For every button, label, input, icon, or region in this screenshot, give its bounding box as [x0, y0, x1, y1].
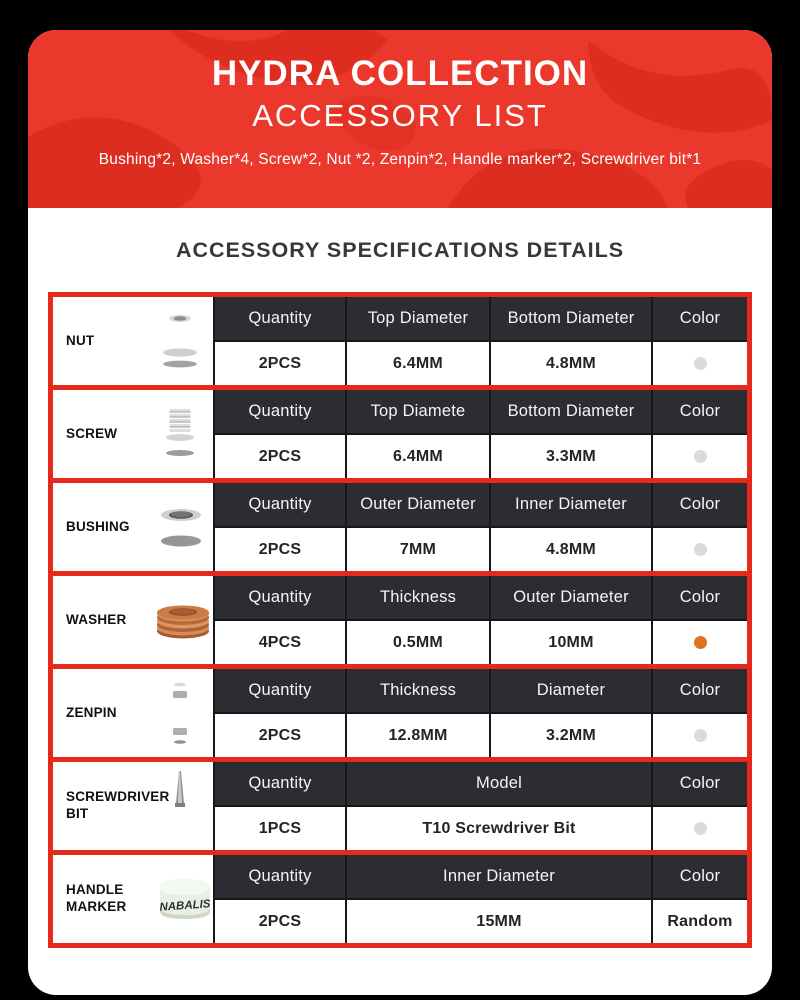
spec-column-header: Outer Diameter — [491, 576, 651, 619]
spec-column-header: Color — [653, 297, 747, 340]
spec-data-grid — [213, 855, 747, 943]
spec-column-header: Color — [653, 483, 747, 526]
spec-column-header: Color — [653, 390, 747, 433]
spec-value-cell: 2PCS — [215, 714, 345, 757]
spec-value-cell: 2PCS — [215, 900, 345, 943]
red-header-banner — [28, 30, 772, 208]
spec-row-screw — [53, 390, 747, 478]
spec-column-header: Top Diamete — [347, 390, 489, 433]
item-name-label: BUSHING — [66, 518, 130, 534]
spec-value-cell: 1PCS — [215, 807, 345, 850]
color-value-cell — [653, 807, 747, 850]
spec-column-header: Quantity — [215, 855, 345, 898]
spec-value-cell: 3.2MM — [491, 714, 651, 757]
spec-column-header: Quantity — [215, 669, 345, 712]
spec-value-cell: 7MM — [347, 528, 489, 571]
spec-column-header: Outer Diameter — [347, 483, 489, 526]
item-name-label: WASHER — [66, 611, 127, 627]
item-label-cell — [53, 762, 213, 850]
spec-value-cell: 3.3MM — [491, 435, 651, 478]
zenpin-image — [152, 681, 213, 745]
spec-value-cell: 10MM — [491, 621, 651, 664]
collection-title: HYDRA COLLECTION — [211, 54, 589, 93]
spec-column-header: Color — [653, 855, 747, 898]
spec-column-header: Top Diameter — [347, 297, 489, 340]
color-dot — [694, 450, 707, 463]
spec-column-header: Bottom Diameter — [491, 390, 651, 433]
spec-value-cell: 2PCS — [215, 435, 345, 478]
spec-value-cell: 6.4MM — [347, 342, 489, 385]
spec-column-header: Quantity — [215, 762, 345, 805]
item-label-cell — [53, 483, 213, 571]
color-dot — [694, 543, 707, 556]
item-name-label: HANDLE MARKER — [66, 882, 127, 914]
spec-column-header: Quantity — [215, 390, 345, 433]
item-label-cell — [53, 855, 213, 943]
screwdriver-bit-image — [152, 769, 213, 843]
washer-image — [152, 600, 220, 640]
spec-column-header: Color — [653, 669, 747, 712]
spec-value-cell: 4.8MM — [491, 528, 651, 571]
bushing-image — [152, 505, 216, 549]
spec-data-grid — [213, 390, 747, 478]
spec-column-header: Quantity — [215, 483, 345, 526]
spec-data-grid — [213, 297, 747, 385]
item-label-cell — [53, 390, 213, 478]
spec-column-header: Thickness — [347, 576, 489, 619]
color-value-cell — [653, 342, 747, 385]
spec-value-cell: 4.8MM — [491, 342, 651, 385]
spec-value-cell: 12.8MM — [347, 714, 489, 757]
color-dot — [694, 357, 707, 370]
spec-column-header: Diameter — [491, 669, 651, 712]
section-title: ACCESSORY SPECIFICATIONS DETAILS — [175, 238, 625, 262]
accessory-list-subtitle: ACCESSORY LIST — [252, 98, 548, 133]
color-dot — [694, 822, 707, 835]
item-label-cell — [53, 669, 213, 757]
spec-data-grid — [213, 483, 747, 571]
zenpin-icon — [167, 681, 193, 745]
color-dot — [694, 729, 707, 742]
accessory-spec-table — [48, 292, 752, 948]
color-value-cell — [653, 435, 747, 478]
item-name-label: SCREW — [66, 425, 118, 441]
spec-row-zenpin — [53, 669, 747, 757]
spec-column-header: Thickness — [347, 669, 489, 712]
spec-column-header: Color — [653, 762, 747, 805]
spec-column-header: Quantity — [215, 297, 345, 340]
nut-image — [152, 312, 213, 370]
color-value-cell — [653, 528, 747, 571]
spec-value-cell: 0.5MM — [347, 621, 489, 664]
spec-column-header: Bottom Diameter — [491, 297, 651, 340]
spec-row-handle-marker — [53, 855, 747, 943]
screwdriver-bit-icon — [167, 769, 193, 843]
item-label-cell — [53, 576, 213, 664]
item-label-cell — [53, 297, 213, 385]
spec-value-cell: T10 Screwdriver Bit — [347, 807, 651, 850]
spec-column-header: Inner Diameter — [347, 855, 651, 898]
color-dot — [694, 636, 707, 649]
spec-value-cell: 4PCS — [215, 621, 345, 664]
screw-icon — [154, 403, 206, 465]
spec-column-header: Model — [347, 762, 651, 805]
spec-column-header: Color — [653, 576, 747, 619]
item-name-label: NUT — [66, 332, 95, 348]
spec-value-cell: 2PCS — [215, 528, 345, 571]
spec-value-cell: 6.4MM — [347, 435, 489, 478]
color-value-cell: Random — [653, 900, 747, 943]
spec-row-nut — [53, 297, 747, 385]
nut-icon — [154, 312, 206, 370]
color-value-cell — [653, 714, 747, 757]
spec-row-washer — [53, 576, 747, 664]
infographic-card — [28, 30, 772, 995]
color-value-cell — [653, 621, 747, 664]
svg-text:NABALIS: NABALIS — [159, 898, 211, 914]
spec-value-cell: 15MM — [347, 900, 651, 943]
spec-column-header: Quantity — [215, 576, 345, 619]
spec-column-header: Inner Diameter — [491, 483, 651, 526]
spec-value-cell: 2PCS — [215, 342, 345, 385]
item-name-label: ZENPIN — [66, 704, 117, 720]
washer-icon — [152, 600, 214, 640]
item-name-label: SCREWDRIVER BIT — [66, 789, 170, 821]
handle-marker-icon — [152, 873, 218, 925]
spec-data-grid — [213, 576, 747, 664]
spec-row-screwdriver-bit — [53, 762, 747, 850]
spec-data-grid — [213, 669, 747, 757]
screw-image — [152, 403, 213, 465]
kit-contents-line: Bushing*2, Washer*4, Screw*2, Nut *2, Zenpin*2, Handle marker*2, Screwdriver bit*1 — [98, 151, 702, 168]
spec-data-grid — [213, 762, 747, 850]
spec-row-bushing — [53, 483, 747, 571]
bushing-icon — [152, 505, 210, 549]
